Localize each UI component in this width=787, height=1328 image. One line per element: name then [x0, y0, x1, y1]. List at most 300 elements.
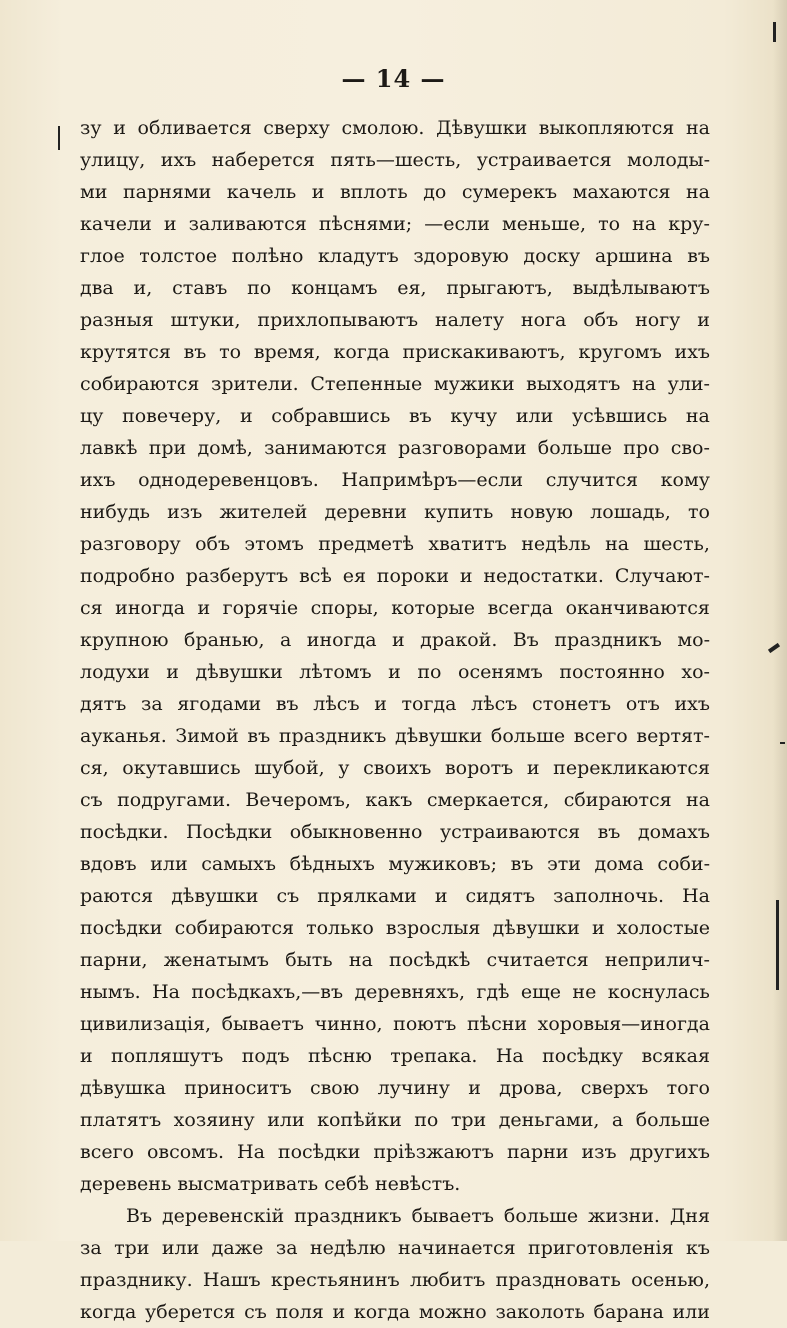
word: всякая — [641, 1045, 710, 1067]
word: домахъ — [637, 821, 710, 843]
word: наберется — [211, 149, 315, 171]
word: ся, — [80, 757, 109, 779]
word: однодеревенцовъ. — [138, 469, 319, 491]
text-line — [80, 368, 710, 400]
word: которые — [391, 597, 476, 619]
word: случится — [545, 469, 638, 491]
word: всего — [573, 725, 628, 747]
word: про — [623, 437, 660, 459]
word: выкопляются — [538, 117, 675, 139]
word: всегда — [487, 597, 554, 619]
word: выходятъ — [526, 373, 621, 395]
word: прялками — [317, 885, 417, 907]
word: обливается — [137, 117, 252, 139]
word: заколоть — [495, 1301, 585, 1323]
word: то — [219, 341, 242, 363]
word: Дѣвушки — [436, 117, 528, 139]
word: и — [311, 181, 325, 203]
word: и, — [133, 277, 153, 299]
word: въ — [183, 341, 207, 363]
word: взрослыя — [385, 917, 481, 939]
text-line — [80, 784, 710, 816]
text-line — [80, 848, 710, 880]
word: дракой. — [420, 629, 498, 651]
word: по — [417, 661, 442, 683]
text-line — [80, 400, 710, 432]
word: цу — [80, 405, 104, 427]
word: На — [682, 885, 710, 907]
word: больше — [635, 1109, 710, 1131]
word: крестьянинъ — [270, 1269, 400, 1291]
page-number: — 14 — — [341, 64, 446, 93]
word: хозяину — [173, 1109, 255, 1131]
word: ихъ — [80, 469, 116, 491]
word: и — [113, 117, 126, 139]
word: Зимой — [175, 725, 239, 747]
word: по — [247, 277, 272, 299]
word: попляшутъ — [111, 1045, 224, 1067]
word: овсомъ. — [146, 1141, 225, 1163]
word: больше — [537, 437, 612, 459]
word: Въ — [126, 1205, 153, 1227]
word: ея, — [397, 277, 427, 299]
word: домѣ, — [197, 437, 253, 459]
word: чинно, — [314, 1013, 383, 1035]
word: нымъ. — [80, 981, 141, 1003]
word: жителей — [219, 501, 308, 523]
word: дѣвушка — [80, 1077, 166, 1099]
word: доску — [523, 245, 581, 267]
word: концамъ — [291, 277, 378, 299]
right-margin-mark-top — [773, 22, 776, 42]
word: два — [80, 277, 114, 299]
word: налету — [435, 309, 504, 331]
word: съ — [244, 1301, 267, 1323]
word: и — [163, 213, 177, 235]
word: смеркается, — [426, 789, 550, 811]
word: дома — [594, 853, 644, 875]
word: три — [450, 1109, 487, 1131]
word: и — [392, 629, 405, 651]
word: ихъ — [160, 149, 197, 171]
word: горячіе — [222, 597, 299, 619]
word: за — [80, 1237, 102, 1259]
word: пѣсню — [307, 1045, 372, 1067]
word: предметѣ — [318, 533, 415, 555]
word: кладутъ — [318, 245, 399, 267]
word: вдовъ — [80, 853, 137, 875]
word: въ — [275, 693, 299, 715]
body-text — [80, 112, 710, 1328]
word: лошадь, — [590, 501, 671, 523]
word: дѣвушки — [492, 917, 580, 939]
word: только — [306, 917, 374, 939]
word: и — [526, 757, 540, 779]
word: бываетъ — [411, 1205, 494, 1227]
word: приноситъ — [184, 1077, 292, 1099]
text-line — [80, 208, 710, 240]
word: лучину — [377, 1077, 450, 1099]
word: при — [148, 437, 187, 459]
word: въ — [408, 405, 432, 427]
text-line — [80, 592, 710, 624]
word: смолою. — [341, 117, 425, 139]
word: посѣдки. — [80, 821, 169, 843]
word: нибудь — [80, 501, 150, 523]
word: и — [459, 565, 473, 587]
word: по — [414, 1109, 439, 1131]
word: съ — [276, 885, 300, 907]
word: платятъ — [80, 1109, 162, 1131]
word: Напримѣръ—если — [341, 469, 524, 491]
word: неприлич- — [604, 949, 710, 971]
word: приготовленія — [528, 1237, 674, 1259]
word: мужики — [433, 373, 515, 395]
word: пороки — [376, 565, 450, 587]
word: осенямъ — [458, 661, 543, 683]
word: глое — [80, 245, 125, 267]
word: праздникъ — [294, 1205, 402, 1227]
word: любитъ — [409, 1269, 486, 1291]
word: на — [685, 405, 710, 427]
word: шесть, — [643, 533, 710, 555]
word: собираются — [80, 373, 200, 395]
text-line — [80, 1200, 710, 1232]
word: въ — [510, 853, 534, 875]
word: вплоть — [339, 181, 408, 203]
word: сво- — [670, 437, 710, 459]
word: въ — [687, 245, 710, 267]
word: гдѣ — [476, 981, 510, 1003]
word: Въ — [512, 629, 539, 651]
word: свою — [309, 1077, 360, 1099]
word: здоровую — [413, 245, 509, 267]
word: поля — [275, 1301, 324, 1323]
word: зрители. — [210, 373, 299, 395]
word: крупною — [80, 629, 169, 651]
text-line — [80, 752, 710, 784]
word: Степенные — [310, 373, 423, 395]
word: за — [140, 693, 163, 715]
word: окутавшись — [122, 757, 241, 779]
word: всего — [80, 1141, 134, 1163]
word: деревни — [324, 501, 407, 523]
word: ихъ — [674, 341, 710, 363]
word: парни, — [80, 949, 148, 971]
word: На — [237, 1141, 265, 1163]
word: или — [150, 853, 188, 875]
text-line — [80, 912, 710, 944]
word: подругами. — [117, 789, 232, 811]
word: коснулась — [607, 981, 710, 1003]
word: ставъ — [172, 277, 228, 299]
word: лѣтомъ — [299, 661, 372, 683]
text-line — [80, 144, 710, 176]
word: изъ — [581, 1141, 617, 1163]
word: собираются — [174, 917, 294, 939]
word: толстое — [139, 245, 218, 267]
word: барана — [593, 1301, 664, 1323]
text-line — [80, 1136, 710, 1168]
word: —если — [424, 213, 490, 235]
word: на — [632, 213, 657, 235]
word: деньгами, — [498, 1109, 600, 1131]
word: начинается — [398, 1237, 516, 1259]
word: еще — [520, 981, 562, 1003]
word: ихъ — [674, 693, 710, 715]
word: разныя — [80, 309, 154, 331]
word: прихлопываютъ — [257, 309, 419, 331]
word: своихъ — [363, 757, 432, 779]
word: повечеру, — [122, 405, 222, 427]
word: пять—шесть, — [330, 149, 462, 171]
word: уберется — [145, 1301, 236, 1323]
word: На — [152, 981, 180, 1003]
word: мужиковъ; — [388, 853, 498, 875]
word: а — [280, 629, 292, 651]
word: кучу — [450, 405, 498, 427]
word: праздникъ — [554, 629, 662, 651]
text-line — [80, 1008, 710, 1040]
word: время, — [253, 341, 321, 363]
text-line — [80, 720, 710, 752]
word: сверхъ — [580, 1077, 649, 1099]
word: недостатки. — [483, 565, 604, 587]
word: хватитъ — [428, 533, 507, 555]
word: посѣдкѣ — [389, 949, 471, 971]
text-line — [80, 1072, 710, 1104]
text-line — [80, 944, 710, 976]
text-line — [80, 176, 710, 208]
word: а — [611, 1109, 624, 1131]
word: хо- — [681, 661, 710, 683]
word: постоянно — [559, 661, 665, 683]
word: и — [239, 405, 253, 427]
word: сбираются — [563, 789, 672, 811]
word: считается — [486, 949, 589, 971]
word: быть — [285, 949, 333, 971]
word: новую — [510, 501, 574, 523]
text-line — [80, 496, 710, 528]
word: раются — [80, 885, 154, 907]
word: крутятся — [80, 341, 171, 363]
word: эти — [547, 853, 581, 875]
word: шубой, — [254, 757, 325, 779]
word: на — [685, 117, 710, 139]
word: стонетъ — [532, 693, 612, 715]
word: можно — [418, 1301, 487, 1323]
word: въ — [597, 821, 621, 843]
word: съ — [80, 789, 103, 811]
word: больше — [490, 725, 566, 747]
word: и — [591, 917, 605, 939]
word: кру- — [668, 213, 710, 235]
text-line — [80, 304, 710, 336]
word: дрова, — [499, 1077, 563, 1099]
word: бѣдныхъ — [289, 853, 375, 875]
word: цивилизація, — [80, 1013, 211, 1035]
word: аршина — [594, 245, 673, 267]
word: дѣвушки — [195, 661, 283, 683]
word: Посѣдки — [185, 821, 273, 843]
word: ауканья. — [80, 725, 167, 747]
word: то — [687, 501, 710, 523]
word: ягодами — [177, 693, 262, 715]
word: вертят- — [636, 725, 710, 747]
word: перекликаются — [553, 757, 710, 779]
word: того — [666, 1077, 710, 1099]
word: воротъ — [444, 757, 514, 779]
text-line — [80, 464, 710, 496]
word: объ — [583, 309, 619, 331]
word: выдѣлываютъ — [572, 277, 710, 299]
text-line — [80, 272, 710, 304]
word: На — [495, 1045, 524, 1067]
word: разговорами — [398, 437, 527, 459]
word: Случают- — [614, 565, 710, 587]
word: и — [166, 661, 179, 683]
text-line — [80, 656, 710, 688]
word: посѣдки — [277, 1141, 361, 1163]
word: дѣвушки — [171, 885, 259, 907]
word: обыкновенно — [289, 821, 423, 843]
word: махаются — [572, 181, 671, 203]
word: посѣдку — [542, 1045, 624, 1067]
word: за — [275, 1237, 298, 1259]
text-line — [80, 240, 710, 272]
word: подъ — [241, 1045, 290, 1067]
word: ми — [80, 181, 108, 203]
word: подробно — [80, 565, 175, 587]
word: сидятъ — [465, 885, 536, 907]
text-line — [80, 528, 710, 560]
word: къ — [686, 1237, 710, 1259]
word: заполночь. — [553, 885, 665, 907]
word: самыхъ — [201, 853, 276, 875]
word: или — [515, 405, 554, 427]
word: дѣвушки — [395, 725, 483, 747]
word: даже — [211, 1237, 264, 1259]
word: на — [605, 533, 630, 555]
word: копѣйки — [317, 1109, 402, 1131]
word: усѣвшись — [571, 405, 668, 427]
word: нога — [520, 309, 567, 331]
word: и — [374, 693, 387, 715]
word: изъ — [167, 501, 203, 523]
word: собравшись — [271, 405, 391, 427]
word: и — [80, 1045, 93, 1067]
word: парни — [506, 1141, 569, 1163]
word: занимаются — [264, 437, 387, 459]
word: или — [672, 1301, 710, 1323]
word: меньше, — [502, 213, 586, 235]
text-line — [80, 1104, 710, 1136]
word: ея — [342, 565, 366, 587]
word: этомъ — [244, 533, 304, 555]
word: парнями — [122, 181, 212, 203]
word: всѣ — [299, 565, 332, 587]
word: и — [332, 1301, 346, 1323]
word: когда — [333, 341, 390, 363]
word: лѣсъ — [471, 693, 518, 715]
word: качели — [80, 213, 152, 235]
word: посѣдкахъ,—въ — [191, 981, 344, 1003]
text-line: деревень высматривать себѣ невѣстъ. — [80, 1173, 461, 1195]
text-line — [80, 560, 710, 592]
word: полѣно — [231, 245, 304, 267]
word: на — [686, 181, 710, 203]
text-line — [80, 880, 710, 912]
word: кругомъ — [578, 341, 662, 363]
word: три — [114, 1237, 150, 1259]
word: ся — [80, 597, 103, 619]
text-line — [80, 432, 710, 464]
word: улицу, — [80, 149, 146, 171]
word: ули- — [667, 373, 710, 395]
word: хоровыя—иногда — [537, 1013, 710, 1035]
text-line — [80, 1040, 710, 1072]
word: ногу — [635, 309, 681, 331]
word: на — [632, 373, 657, 395]
text-line — [80, 688, 710, 720]
word: качель — [226, 181, 297, 203]
word: иногда — [306, 629, 377, 651]
word: молоды- — [627, 149, 710, 171]
word: недѣлю — [309, 1237, 386, 1259]
word: устраивается — [476, 149, 612, 171]
word: трепака. — [390, 1045, 478, 1067]
word: тогда — [401, 693, 457, 715]
word: дятъ — [80, 693, 127, 715]
word: бранью, — [184, 629, 265, 651]
text-line — [80, 624, 710, 656]
text-line — [80, 336, 710, 368]
word: до — [423, 181, 447, 203]
word: объ — [195, 533, 231, 555]
word: лодухи — [80, 661, 150, 683]
word: то — [598, 213, 621, 235]
word: осенью, — [631, 1269, 710, 1291]
word: пѣсни — [466, 1013, 528, 1035]
word: или — [161, 1237, 200, 1259]
word: зу — [80, 117, 102, 139]
word: соби- — [657, 853, 710, 875]
word: прыгаютъ, — [446, 277, 553, 299]
word: деревняхъ, — [354, 981, 466, 1003]
word: Нашъ — [202, 1269, 261, 1291]
word: заливаются — [188, 213, 307, 235]
word: деревенскій — [161, 1205, 285, 1227]
word: и — [434, 885, 448, 907]
word: Дня — [669, 1205, 710, 1227]
right-margin-mark-bar — [776, 900, 779, 990]
text-line — [80, 1232, 710, 1264]
word: или — [267, 1109, 305, 1131]
word: споры, — [310, 597, 379, 619]
word: пріѣзжаютъ — [373, 1141, 495, 1163]
word: посѣдки — [80, 917, 163, 939]
word: разберутъ — [185, 565, 289, 587]
right-margin-tick — [780, 742, 785, 744]
text-line — [80, 1264, 710, 1296]
word: прискакиваютъ, — [402, 341, 566, 363]
word: когда — [80, 1301, 137, 1323]
page-edge-shadow — [773, 0, 787, 1241]
word: не — [572, 981, 597, 1003]
word: и — [388, 661, 401, 683]
word: сумерекъ — [461, 181, 558, 203]
word: когда — [353, 1301, 411, 1323]
